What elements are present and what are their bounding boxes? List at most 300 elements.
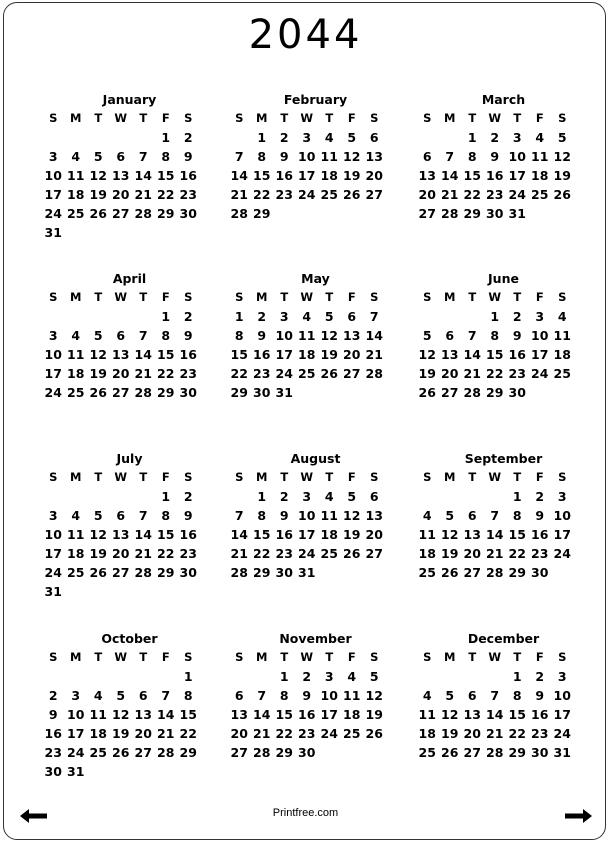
day-cell: 11 xyxy=(418,707,436,722)
day-cell: 14 xyxy=(230,527,248,542)
weekday-header: T xyxy=(468,470,477,484)
day-cell: 23 xyxy=(298,726,316,741)
day-cell: 26 xyxy=(343,546,361,561)
weekday-header: T xyxy=(94,290,103,304)
day-cell: 6 xyxy=(369,489,379,504)
weekday-header: M xyxy=(444,111,456,125)
day-cell: 12 xyxy=(365,688,383,703)
day-cell: 9 xyxy=(512,328,522,343)
day-cell: 2 xyxy=(279,489,289,504)
empty-cell xyxy=(416,667,439,686)
day-cell: 27 xyxy=(365,187,383,202)
day-cell: 14 xyxy=(253,707,271,722)
day-cell: 28 xyxy=(486,745,504,760)
empty-cell xyxy=(461,667,484,686)
day-cell: 21 xyxy=(253,726,271,741)
day-cell: 20 xyxy=(365,527,383,542)
year-title: 2044 xyxy=(248,12,363,58)
weekday-header: T xyxy=(139,290,148,304)
day-cell: 24 xyxy=(67,745,85,760)
day-cell: 11 xyxy=(298,328,316,343)
weekday-header: F xyxy=(535,470,544,484)
day-cell: 22 xyxy=(486,366,504,381)
day-cell: 8 xyxy=(279,688,289,703)
day-cell: 19 xyxy=(343,527,361,542)
day-cell: 11 xyxy=(531,149,549,164)
day-cell: 1 xyxy=(512,489,522,504)
day-cell: 3 xyxy=(48,149,58,164)
day-cell: 21 xyxy=(230,187,248,202)
day-cell: 15 xyxy=(253,168,271,183)
weekday-header: F xyxy=(161,650,170,664)
day-cell: 22 xyxy=(253,187,271,202)
day-cell: 20 xyxy=(230,726,248,741)
day-cell: 18 xyxy=(418,726,436,741)
day-cell: 7 xyxy=(138,149,148,164)
weekday-header: M xyxy=(256,470,268,484)
day-cell: 26 xyxy=(553,187,571,202)
day-cell: 21 xyxy=(134,366,152,381)
month-name: December xyxy=(467,631,540,646)
day-cell: 10 xyxy=(44,527,62,542)
day-cell: 21 xyxy=(463,366,481,381)
day-cell: 18 xyxy=(343,707,361,722)
empty-cell xyxy=(65,128,88,147)
month-name: April xyxy=(112,271,147,286)
weekday-header: T xyxy=(280,470,289,484)
day-cell: 22 xyxy=(230,366,248,381)
day-cell: 4 xyxy=(324,130,334,145)
weekday-header: T xyxy=(280,290,289,304)
weekday-header: T xyxy=(325,650,334,664)
day-cell: 28 xyxy=(463,385,481,400)
day-cell: 14 xyxy=(365,328,383,343)
day-cell: 6 xyxy=(467,688,477,703)
day-cell: 16 xyxy=(44,726,62,741)
day-cell: 29 xyxy=(157,206,175,221)
day-cell: 6 xyxy=(116,328,126,343)
empty-cell xyxy=(439,128,462,147)
weekday-header: M xyxy=(256,290,268,304)
day-cell: 17 xyxy=(298,527,316,542)
day-cell: 16 xyxy=(275,527,293,542)
day-cell: 19 xyxy=(553,168,571,183)
weekday-header: M xyxy=(70,111,82,125)
day-cell: 24 xyxy=(553,726,571,741)
month-day-grid xyxy=(416,109,591,223)
day-cell: 18 xyxy=(553,347,571,362)
empty-cell xyxy=(87,307,110,326)
arrow-right-icon[interactable] xyxy=(564,809,592,823)
empty-cell xyxy=(132,128,155,147)
day-cell: 13 xyxy=(365,149,383,164)
weekday-header: T xyxy=(513,650,522,664)
day-cell: 20 xyxy=(365,168,383,183)
day-cell: 1 xyxy=(161,130,171,145)
weekday-header: F xyxy=(347,290,356,304)
day-cell: 27 xyxy=(343,366,361,381)
day-cell: 15 xyxy=(157,168,175,183)
empty-cell xyxy=(484,667,507,686)
weekday-header: F xyxy=(347,470,356,484)
day-cell: 25 xyxy=(89,745,107,760)
empty-cell xyxy=(416,128,439,147)
day-cell: 6 xyxy=(138,688,148,703)
weekday-header: F xyxy=(347,650,356,664)
weekday-header: S xyxy=(558,650,567,664)
day-cell: 5 xyxy=(445,688,455,703)
day-cell: 21 xyxy=(365,347,383,362)
empty-cell xyxy=(439,307,462,326)
day-cell: 16 xyxy=(275,168,293,183)
day-cell: 19 xyxy=(89,546,107,561)
day-cell: 22 xyxy=(253,546,271,561)
day-cell: 20 xyxy=(343,347,361,362)
month-day-grid xyxy=(42,468,217,601)
day-cell: 19 xyxy=(365,707,383,722)
weekday-header: M xyxy=(70,290,82,304)
empty-cell xyxy=(132,307,155,326)
day-cell: 29 xyxy=(253,565,271,580)
weekday-header: M xyxy=(256,111,268,125)
month-name: July xyxy=(116,451,143,466)
day-cell: 15 xyxy=(253,527,271,542)
day-cell: 28 xyxy=(134,565,152,580)
day-cell: 16 xyxy=(179,527,197,542)
footer-site-link[interactable]: Printfree.com xyxy=(272,807,339,819)
day-cell: 1 xyxy=(257,489,267,504)
day-cell: 15 xyxy=(157,527,175,542)
day-cell: 9 xyxy=(535,688,545,703)
day-cell: 16 xyxy=(179,168,197,183)
weekday-header: F xyxy=(535,650,544,664)
day-cell: 24 xyxy=(531,366,549,381)
day-cell: 11 xyxy=(320,149,338,164)
day-cell: 17 xyxy=(275,347,293,362)
day-cell: 5 xyxy=(557,130,567,145)
day-cell: 25 xyxy=(343,726,361,741)
month-day-grid xyxy=(228,648,403,762)
weekday-header: F xyxy=(161,290,170,304)
day-cell: 13 xyxy=(230,707,248,722)
day-cell: 13 xyxy=(112,347,130,362)
weekday-header: S xyxy=(235,290,244,304)
empty-cell xyxy=(484,487,507,506)
weekday-header: M xyxy=(444,650,456,664)
day-cell: 12 xyxy=(441,707,459,722)
day-cell: 23 xyxy=(179,546,197,561)
day-cell: 26 xyxy=(418,385,436,400)
month-may xyxy=(228,269,403,402)
month-day-grid xyxy=(416,468,591,582)
day-cell: 7 xyxy=(467,328,477,343)
day-cell: 22 xyxy=(508,546,526,561)
day-cell: 8 xyxy=(490,328,500,343)
day-cell: 19 xyxy=(89,366,107,381)
weekday-header: M xyxy=(70,470,82,484)
month-day-grid xyxy=(42,648,217,781)
day-cell: 6 xyxy=(467,508,477,523)
day-cell: 11 xyxy=(89,707,107,722)
day-cell: 10 xyxy=(298,149,316,164)
weekday-header: T xyxy=(139,470,148,484)
weekday-header: M xyxy=(70,650,82,664)
day-cell: 28 xyxy=(134,206,152,221)
day-cell: 13 xyxy=(134,707,152,722)
day-cell: 20 xyxy=(134,726,152,741)
day-cell: 12 xyxy=(89,527,107,542)
weekday-header: T xyxy=(94,111,103,125)
day-cell: 6 xyxy=(445,328,455,343)
day-cell: 3 xyxy=(302,130,312,145)
day-cell: 17 xyxy=(44,366,62,381)
weekday-header: F xyxy=(535,111,544,125)
month-january xyxy=(42,90,217,242)
day-cell: 31 xyxy=(553,745,571,760)
day-cell: 10 xyxy=(553,508,571,523)
empty-cell xyxy=(65,667,88,686)
day-cell: 8 xyxy=(183,688,193,703)
weekday-header: F xyxy=(347,111,356,125)
day-cell: 18 xyxy=(298,347,316,362)
day-cell: 23 xyxy=(531,726,549,741)
day-cell: 22 xyxy=(157,366,175,381)
weekday-header: W xyxy=(114,111,128,125)
day-cell: 27 xyxy=(365,546,383,561)
day-cell: 26 xyxy=(89,385,107,400)
day-cell: 17 xyxy=(44,546,62,561)
day-cell: 23 xyxy=(275,546,293,561)
day-cell: 19 xyxy=(441,546,459,561)
day-cell: 5 xyxy=(93,328,103,343)
day-cell: 3 xyxy=(48,508,58,523)
month-day-grid xyxy=(228,468,403,582)
day-cell: 21 xyxy=(486,546,504,561)
day-cell: 26 xyxy=(89,206,107,221)
day-cell: 4 xyxy=(71,328,81,343)
day-cell: 10 xyxy=(44,347,62,362)
day-cell: 7 xyxy=(490,688,500,703)
day-cell: 29 xyxy=(157,565,175,580)
day-cell: 2 xyxy=(183,489,193,504)
day-cell: 11 xyxy=(67,527,85,542)
day-cell: 28 xyxy=(486,565,504,580)
month-july xyxy=(42,449,217,601)
empty-cell xyxy=(42,487,65,506)
day-cell: 20 xyxy=(463,726,481,741)
day-cell: 12 xyxy=(89,347,107,362)
empty-cell xyxy=(228,667,251,686)
day-cell: 7 xyxy=(138,328,148,343)
day-cell: 25 xyxy=(67,385,85,400)
day-cell: 9 xyxy=(535,508,545,523)
weekday-header: W xyxy=(488,111,502,125)
day-cell: 28 xyxy=(441,206,459,221)
day-cell: 22 xyxy=(179,726,197,741)
day-cell: 29 xyxy=(463,206,481,221)
day-cell: 23 xyxy=(531,546,549,561)
day-cell: 2 xyxy=(183,309,193,324)
day-cell: 27 xyxy=(463,565,481,580)
day-cell: 17 xyxy=(44,187,62,202)
day-cell: 2 xyxy=(535,489,545,504)
day-cell: 6 xyxy=(422,149,432,164)
day-cell: 20 xyxy=(441,366,459,381)
day-cell: 25 xyxy=(67,206,85,221)
weekday-header: W xyxy=(488,650,502,664)
day-cell: 4 xyxy=(93,688,103,703)
day-cell: 29 xyxy=(275,745,293,760)
day-cell: 30 xyxy=(531,565,549,580)
day-cell: 2 xyxy=(48,688,58,703)
weekday-header: F xyxy=(535,290,544,304)
day-cell: 10 xyxy=(275,328,293,343)
day-cell: 9 xyxy=(490,149,500,164)
empty-cell xyxy=(132,487,155,506)
day-cell: 3 xyxy=(557,489,567,504)
empty-cell xyxy=(155,667,178,686)
day-cell: 4 xyxy=(422,508,432,523)
day-cell: 27 xyxy=(112,565,130,580)
day-cell: 7 xyxy=(138,508,148,523)
day-cell: 15 xyxy=(508,527,526,542)
weekday-header: S xyxy=(370,470,379,484)
day-cell: 13 xyxy=(463,707,481,722)
month-october xyxy=(42,629,217,781)
day-cell: 6 xyxy=(116,508,126,523)
day-cell: 13 xyxy=(112,168,130,183)
weekday-header: F xyxy=(161,111,170,125)
day-cell: 16 xyxy=(253,347,271,362)
empty-cell xyxy=(110,667,133,686)
day-cell: 19 xyxy=(343,168,361,183)
day-cell: 30 xyxy=(44,764,62,779)
day-cell: 8 xyxy=(467,149,477,164)
day-cell: 2 xyxy=(512,309,522,324)
day-cell: 3 xyxy=(302,489,312,504)
empty-cell xyxy=(416,487,439,506)
day-cell: 27 xyxy=(463,745,481,760)
day-cell: 23 xyxy=(253,366,271,381)
day-cell: 26 xyxy=(320,366,338,381)
empty-cell xyxy=(439,667,462,686)
day-cell: 7 xyxy=(445,149,455,164)
weekday-header: F xyxy=(161,470,170,484)
day-cell: 14 xyxy=(134,527,152,542)
day-cell: 18 xyxy=(67,546,85,561)
day-cell: 31 xyxy=(275,385,293,400)
empty-cell xyxy=(42,307,65,326)
weekday-header: T xyxy=(325,290,334,304)
weekday-header: S xyxy=(184,470,193,484)
day-cell: 3 xyxy=(512,130,522,145)
day-cell: 12 xyxy=(441,527,459,542)
day-cell: 15 xyxy=(157,347,175,362)
day-cell: 21 xyxy=(486,726,504,741)
day-cell: 30 xyxy=(486,206,504,221)
day-cell: 8 xyxy=(234,328,244,343)
month-april xyxy=(42,269,217,402)
weekday-header: T xyxy=(513,111,522,125)
month-name: September xyxy=(464,451,543,466)
month-name: May xyxy=(301,271,330,286)
day-cell: 23 xyxy=(508,366,526,381)
day-cell: 14 xyxy=(230,168,248,183)
weekday-header: S xyxy=(184,111,193,125)
day-cell: 10 xyxy=(298,508,316,523)
day-cell: 4 xyxy=(71,149,81,164)
day-cell: 17 xyxy=(508,168,526,183)
day-cell: 26 xyxy=(441,745,459,760)
day-cell: 8 xyxy=(512,688,522,703)
weekday-header: S xyxy=(370,111,379,125)
day-cell: 9 xyxy=(279,149,289,164)
day-cell: 5 xyxy=(369,669,379,684)
day-cell: 4 xyxy=(324,489,334,504)
day-cell: 20 xyxy=(112,366,130,381)
day-cell: 11 xyxy=(553,328,571,343)
day-cell: 8 xyxy=(512,508,522,523)
day-cell: 19 xyxy=(418,366,436,381)
weekday-header: T xyxy=(94,470,103,484)
weekday-header: T xyxy=(468,111,477,125)
day-cell: 21 xyxy=(134,187,152,202)
day-cell: 8 xyxy=(257,508,267,523)
day-cell: 31 xyxy=(67,764,85,779)
day-cell: 9 xyxy=(183,149,193,164)
day-cell: 17 xyxy=(553,527,571,542)
weekday-header: S xyxy=(235,470,244,484)
day-cell: 23 xyxy=(44,745,62,760)
day-cell: 16 xyxy=(531,707,549,722)
day-cell: 19 xyxy=(112,726,130,741)
day-cell: 30 xyxy=(179,565,197,580)
day-cell: 3 xyxy=(535,309,545,324)
day-cell: 5 xyxy=(445,508,455,523)
day-cell: 9 xyxy=(302,688,312,703)
empty-cell xyxy=(42,667,65,686)
day-cell: 14 xyxy=(134,347,152,362)
day-cell: 9 xyxy=(48,707,58,722)
empty-cell xyxy=(228,487,251,506)
day-cell: 27 xyxy=(112,206,130,221)
day-cell: 12 xyxy=(320,328,338,343)
month-september xyxy=(416,449,591,582)
day-cell: 17 xyxy=(320,707,338,722)
day-cell: 12 xyxy=(89,168,107,183)
empty-cell xyxy=(42,128,65,147)
weekday-header: W xyxy=(114,470,128,484)
weekday-header: W xyxy=(488,470,502,484)
weekday-header: M xyxy=(444,290,456,304)
empty-cell xyxy=(461,487,484,506)
day-cell: 9 xyxy=(279,508,289,523)
day-cell: 1 xyxy=(512,669,522,684)
day-cell: 25 xyxy=(418,565,436,580)
day-cell: 17 xyxy=(67,726,85,741)
day-cell: 9 xyxy=(183,328,193,343)
weekday-header: W xyxy=(114,290,128,304)
weekday-header: T xyxy=(468,650,477,664)
day-cell: 29 xyxy=(157,385,175,400)
day-cell: 4 xyxy=(422,688,432,703)
day-cell: 3 xyxy=(557,669,567,684)
empty-cell xyxy=(65,487,88,506)
day-cell: 14 xyxy=(134,168,152,183)
day-cell: 25 xyxy=(418,745,436,760)
day-cell: 4 xyxy=(302,309,312,324)
day-cell: 23 xyxy=(179,366,197,381)
